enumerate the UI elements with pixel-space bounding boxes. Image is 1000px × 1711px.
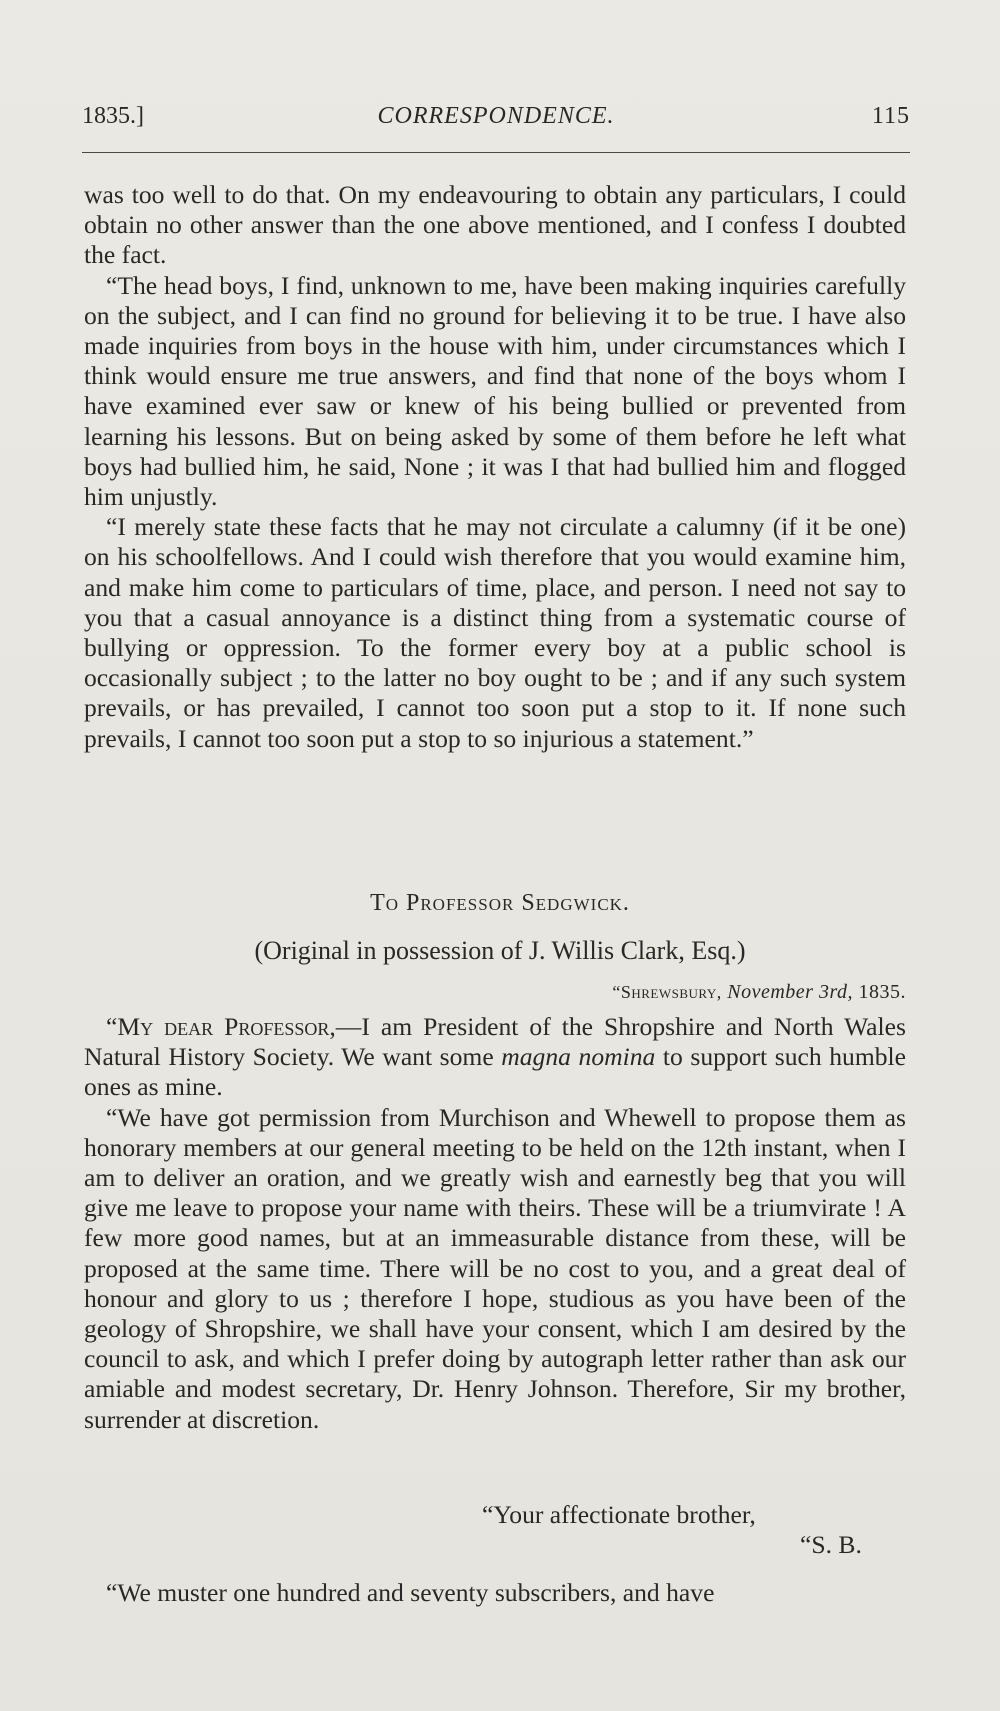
dateline-year: 1835. xyxy=(858,981,906,1003)
paragraph-1: was too well to do that. On my endeavouring to obtain any particulars, I could obtain no other answer than the one above mentioned, and I confess I doubted the fact. xyxy=(84,180,906,270)
dateline-place: “Shrewsbury, xyxy=(612,982,722,1002)
header-year: 1835.] xyxy=(82,103,144,129)
header-section-title: CORRESPONDENCE. xyxy=(377,103,615,129)
letter-p1-end: to support such humble ones as mine. xyxy=(84,1042,906,1102)
salutation: “My dear Professor, xyxy=(106,1012,336,1041)
letter-paragraph-2: “We have got permission from Murchison and Whewell to propose them as honorary members at our general meeting to be held on the 12th instant, when I am to deliver an oration, and we greatly wish and earnestly beg that you will give me leave to propose your name with theirs. These will be a triumvirate ! A few more good names, but at an immeasurable distance from these, will be proposed at the same time. There will be no cost to you, and a great deal of honour and glory to us ; therefore I hope, studious as you have been of the geology of Shropshire, we shall have your consent, which I am desired by the council to ask, and which I prefer doing by autograph letter rather than ask our amiable and modest secretary, Dr. Henry Johnson. Therefore, Sir my brother, surrender at discretion. xyxy=(84,1102,906,1434)
continuation-text xyxy=(84,180,906,754)
header-rule xyxy=(82,152,910,153)
page-number: 115 xyxy=(871,103,910,129)
letter-closing: “Your affectionate brother, xyxy=(482,1500,756,1529)
dateline xyxy=(612,981,906,1004)
source-note: (Original in possession of J. Willis Clark, Esq.) xyxy=(254,936,746,965)
postscript: “We muster one hundred and seventy subscribers, and have xyxy=(106,1578,715,1607)
letter-body xyxy=(84,1012,906,1435)
letter-title-text: To Professor Sedgwick. xyxy=(370,890,630,916)
paragraph-2: “The head boys, I find, unknown to me, have been making inquiries carefully on the subject, and I can find no ground for believing it to be true. I have also made inquiries from boys in the house with him, under circumstances which I think would ensure me true answers, and find that none of the boys whom I have examined ever saw or knew of his being bullied or prevented from learning his lessons. But on being asked by some of them before he left what boys had bullied him, he said, None ; it was I that had bullied him and flogged him unjustly. xyxy=(84,270,906,512)
paragraph-3: “I merely state these facts that he may not circulate a calumny (if it be one) on his schoolfellows. And I could wish therefore that you would examine him, and make him come to particulars of time, place, and person. I need not say to you that a casual annoyance is a distinct thing from a systematic course of bullying or oppression. To the former every boy at a public school is occasionally subject ; to the latter no boy ought to be ; and if any such system prevails, or has prevailed, I cannot too soon put a stop to it. If none such prevails, I cannot too soon put a stop to so injurious a statement.” xyxy=(84,512,906,753)
running-header xyxy=(82,103,910,139)
dateline-date: November 3rd, xyxy=(727,981,853,1003)
latin-phrase: magna nomina xyxy=(501,1042,656,1072)
signature: “S. B. xyxy=(800,1530,862,1559)
letter-p1-rest: —I am President of the Shropshire and North Wales Natural History Society. We want some xyxy=(84,1012,906,1072)
letter-title xyxy=(0,890,1000,917)
letter-paragraph-1 xyxy=(84,1012,906,1103)
